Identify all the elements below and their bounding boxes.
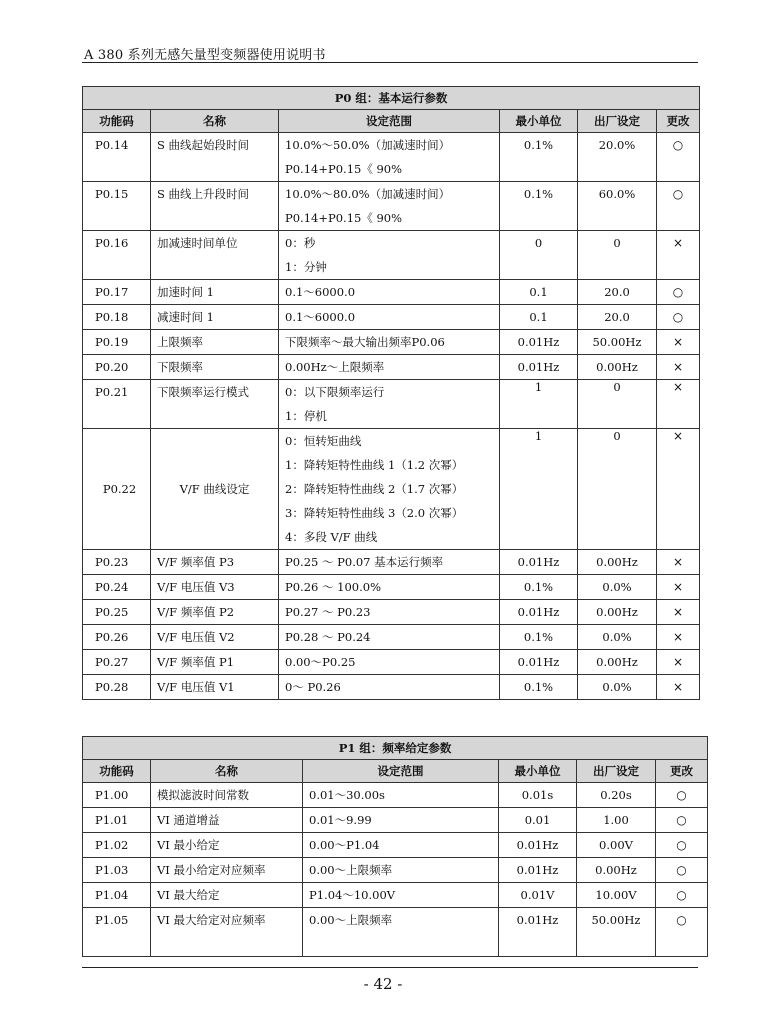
column-header-change: 更改 bbox=[656, 760, 708, 783]
table-row bbox=[83, 355, 700, 380]
table-row bbox=[83, 575, 700, 600]
column-header-name: 名称 bbox=[151, 110, 279, 133]
cell-change-mark: ○ bbox=[657, 182, 700, 231]
cell-change-mark: × bbox=[657, 355, 700, 380]
cell-default: 20.0% bbox=[578, 133, 657, 182]
table-row bbox=[83, 330, 700, 355]
cell-default: 0.00Hz bbox=[577, 858, 656, 883]
range-line: P0.14+P0.15《 90% bbox=[285, 211, 403, 225]
cell-name: V/F 电压值 V1 bbox=[151, 675, 279, 700]
cell-name: VI 通道增益 bbox=[151, 808, 303, 833]
cell-range bbox=[279, 675, 500, 700]
cell-change-mark: × bbox=[657, 550, 700, 575]
cell-name: VI 最小给定对应频率 bbox=[151, 858, 303, 883]
column-header-code: 功能码 bbox=[83, 760, 151, 783]
cell-change-mark: ○ bbox=[657, 280, 700, 305]
cell-name: VI 最小给定 bbox=[151, 833, 303, 858]
cell-default: 0.0% bbox=[578, 675, 657, 700]
range-line: 0：恒转矩曲线 bbox=[285, 434, 362, 448]
range-line: 0.00～上限频率 bbox=[309, 863, 393, 877]
cell-range bbox=[279, 280, 500, 305]
cell-range bbox=[279, 305, 500, 330]
column-header-name: 名称 bbox=[151, 760, 303, 783]
column-header-unit: 最小单位 bbox=[500, 110, 578, 133]
table-row bbox=[83, 600, 700, 625]
cell-name: V/F 频率值 P3 bbox=[151, 550, 279, 575]
table-row bbox=[83, 650, 700, 675]
cell-unit: 0.01Hz bbox=[499, 833, 577, 858]
cell-code: P0.19 bbox=[83, 330, 151, 355]
cell-unit: 1 bbox=[500, 380, 578, 429]
page-number: - 42 - bbox=[363, 975, 403, 993]
table-row bbox=[83, 182, 700, 231]
cell-range bbox=[279, 625, 500, 650]
cell-unit: 0.1 bbox=[500, 280, 578, 305]
cell-range bbox=[279, 355, 500, 380]
table-row bbox=[83, 783, 708, 808]
cell-unit: 0.1% bbox=[500, 675, 578, 700]
cell-range bbox=[279, 600, 500, 625]
cell-code: P0.26 bbox=[83, 625, 151, 650]
range-line: 下限频率～最大输出频率P0.06 bbox=[285, 335, 445, 349]
cell-code: P0.24 bbox=[83, 575, 151, 600]
cell-name: S 曲线起始段时间 bbox=[151, 133, 279, 182]
cell-default: 0 bbox=[578, 429, 657, 550]
range-line: 1：降转矩特性曲线 1（1.2 次幂） bbox=[285, 458, 464, 472]
range-line: 0.01～9.99 bbox=[309, 813, 372, 827]
cell-unit: 0.01V bbox=[499, 883, 577, 908]
cell-code: P1.02 bbox=[83, 833, 151, 858]
cell-name: V/F 电压值 V2 bbox=[151, 625, 279, 650]
table-row bbox=[83, 808, 708, 833]
cell-range bbox=[279, 330, 500, 355]
range-line: 0.00～上限频率 bbox=[309, 913, 393, 927]
cell-change-mark: ○ bbox=[657, 305, 700, 330]
range-line: 1：分钟 bbox=[285, 260, 327, 274]
cell-change-mark: ○ bbox=[656, 908, 708, 957]
cell-code: P1.04 bbox=[83, 883, 151, 908]
cell-code: P1.05 bbox=[83, 908, 151, 957]
cell-unit: 0.01Hz bbox=[499, 858, 577, 883]
cell-unit: 0.1% bbox=[500, 133, 578, 182]
table-row bbox=[83, 133, 700, 182]
column-header-change: 更改 bbox=[657, 110, 700, 133]
cell-code: P0.25 bbox=[83, 600, 151, 625]
cell-range bbox=[279, 650, 500, 675]
cell-range bbox=[279, 550, 500, 575]
range-line: 10.0%～80.0%（加减速时间） bbox=[285, 187, 451, 201]
cell-code: P1.00 bbox=[83, 783, 151, 808]
cell-name: 加速时间 1 bbox=[151, 280, 279, 305]
cell-unit: 0 bbox=[500, 231, 578, 280]
range-line: 0.01～30.00s bbox=[309, 788, 385, 802]
cell-unit: 0.01Hz bbox=[500, 550, 578, 575]
cell-default: 0 bbox=[578, 380, 657, 429]
cell-change-mark: ○ bbox=[656, 883, 708, 908]
cell-code: P1.01 bbox=[83, 808, 151, 833]
cell-code: P0.28 bbox=[83, 675, 151, 700]
column-header-unit: 最小单位 bbox=[499, 760, 577, 783]
table-group-title: P0 组：基本运行参数 bbox=[83, 87, 700, 110]
range-line: 0：以下限频率运行 bbox=[285, 385, 385, 399]
range-line: 0.1～6000.0 bbox=[285, 285, 356, 299]
cell-change-mark: × bbox=[657, 330, 700, 355]
range-line: 3：降转矩特性曲线 3（2.0 次幂） bbox=[285, 506, 464, 520]
table-row bbox=[83, 675, 700, 700]
cell-code: P0.27 bbox=[83, 650, 151, 675]
cell-name: 模拟滤波时间常数 bbox=[151, 783, 303, 808]
cell-code: P0.21 bbox=[83, 380, 151, 429]
cell-unit: 0.01Hz bbox=[499, 908, 577, 957]
cell-default: 0.00Hz bbox=[578, 550, 657, 575]
cell-default: 0 bbox=[578, 231, 657, 280]
cell-name: 减速时间 1 bbox=[151, 305, 279, 330]
cell-default: 0.00Hz bbox=[578, 650, 657, 675]
cell-change-mark: × bbox=[657, 600, 700, 625]
table-row bbox=[83, 625, 700, 650]
range-line: 1：停机 bbox=[285, 409, 327, 423]
cell-name: V/F 电压值 V3 bbox=[151, 575, 279, 600]
cell-name: 下限频率 bbox=[151, 355, 279, 380]
cell-name: V/F 频率值 P1 bbox=[151, 650, 279, 675]
cell-default: 60.0% bbox=[578, 182, 657, 231]
cell-default: 0.20s bbox=[577, 783, 656, 808]
range-line: 0.00～P1.04 bbox=[309, 838, 380, 852]
cell-range bbox=[279, 182, 500, 231]
cell-name: V/F 曲线设定 bbox=[151, 429, 279, 550]
range-line: P0.25 ～ P0.07 基本运行频率 bbox=[285, 555, 444, 569]
table-row bbox=[83, 908, 708, 957]
cell-change-mark: ○ bbox=[656, 808, 708, 833]
range-line: 0.00～P0.25 bbox=[285, 655, 356, 669]
cell-name: 下限频率运行模式 bbox=[151, 380, 279, 429]
table-row bbox=[83, 231, 700, 280]
cell-unit: 0.01Hz bbox=[500, 330, 578, 355]
cell-change-mark: × bbox=[657, 575, 700, 600]
cell-range bbox=[279, 231, 500, 280]
column-header-code: 功能码 bbox=[83, 110, 151, 133]
column-header-default: 出厂设定 bbox=[578, 110, 657, 133]
table-row bbox=[83, 858, 708, 883]
cell-range bbox=[303, 883, 499, 908]
cell-unit: 0.1 bbox=[500, 305, 578, 330]
table-row bbox=[83, 550, 700, 575]
cell-unit: 0.01 bbox=[499, 808, 577, 833]
cell-default: 0.00V bbox=[577, 833, 656, 858]
cell-range bbox=[303, 908, 499, 957]
cell-code: P0.18 bbox=[83, 305, 151, 330]
cell-name: S 曲线上升段时间 bbox=[151, 182, 279, 231]
range-line: P0.27 ～ P0.23 bbox=[285, 605, 371, 619]
range-line: 0：秒 bbox=[285, 236, 316, 250]
cell-range bbox=[303, 808, 499, 833]
cell-code: P0.23 bbox=[83, 550, 151, 575]
cell-unit: 0.1% bbox=[500, 182, 578, 231]
cell-change-mark: × bbox=[657, 429, 700, 550]
range-line: P0.26 ～ 100.0% bbox=[285, 580, 382, 594]
table-row bbox=[83, 833, 708, 858]
column-header-range: 设定范围 bbox=[303, 760, 499, 783]
cell-range bbox=[303, 833, 499, 858]
cell-default: 0.0% bbox=[578, 625, 657, 650]
cell-name: 加减速时间单位 bbox=[151, 231, 279, 280]
range-line: 2：降转矩特性曲线 2（1.7 次幂） bbox=[285, 482, 464, 496]
cell-range bbox=[303, 783, 499, 808]
cell-change-mark: × bbox=[657, 380, 700, 429]
cell-name: VI 最大给定 bbox=[151, 883, 303, 908]
cell-range bbox=[279, 133, 500, 182]
cell-change-mark: × bbox=[657, 231, 700, 280]
cell-name: V/F 频率值 P2 bbox=[151, 600, 279, 625]
parameter-table-p1 bbox=[82, 736, 708, 957]
range-line: P0.28 ～ P0.24 bbox=[285, 630, 371, 644]
table-row bbox=[83, 305, 700, 330]
table-group-title: P1 组：频率给定参数 bbox=[83, 737, 708, 760]
table-row bbox=[83, 883, 708, 908]
cell-default: 0.00Hz bbox=[578, 600, 657, 625]
table-row bbox=[83, 380, 700, 429]
cell-change-mark: × bbox=[657, 650, 700, 675]
cell-unit: 0.01Hz bbox=[500, 650, 578, 675]
cell-default: 20.0 bbox=[578, 280, 657, 305]
cell-code: P0.17 bbox=[83, 280, 151, 305]
cell-change-mark: ○ bbox=[656, 833, 708, 858]
range-line: 10.0%～50.0%（加减速时间） bbox=[285, 138, 451, 152]
cell-unit: 0.1% bbox=[500, 575, 578, 600]
parameter-table-p0 bbox=[82, 86, 700, 700]
table-row bbox=[83, 429, 700, 550]
cell-change-mark: × bbox=[657, 625, 700, 650]
cell-range bbox=[303, 858, 499, 883]
table-body bbox=[83, 783, 708, 957]
cell-default: 0.0% bbox=[578, 575, 657, 600]
cell-default: 50.00Hz bbox=[578, 330, 657, 355]
table-body bbox=[83, 133, 700, 700]
cell-range bbox=[279, 429, 500, 550]
cell-name: VI 最大给定对应频率 bbox=[151, 908, 303, 957]
cell-default: 20.0 bbox=[578, 305, 657, 330]
cell-unit: 0.1% bbox=[500, 625, 578, 650]
cell-change-mark: ○ bbox=[656, 783, 708, 808]
cell-unit: 0.01Hz bbox=[500, 600, 578, 625]
cell-default: 0.00Hz bbox=[578, 355, 657, 380]
document-title: A 380 系列无感矢量型变频器使用说明书 bbox=[84, 48, 326, 63]
cell-unit: 1 bbox=[500, 429, 578, 550]
column-header-default: 出厂设定 bbox=[577, 760, 656, 783]
cell-unit: 0.01s bbox=[499, 783, 577, 808]
cell-range bbox=[279, 380, 500, 429]
cell-code: P1.03 bbox=[83, 858, 151, 883]
footer-rule bbox=[82, 967, 698, 968]
cell-default: 50.00Hz bbox=[577, 908, 656, 957]
cell-code: P0.20 bbox=[83, 355, 151, 380]
cell-code: P0.22 bbox=[83, 429, 151, 550]
range-line: P0.14+P0.15《 90% bbox=[285, 162, 403, 176]
column-header-range: 设定范围 bbox=[279, 110, 500, 133]
range-line: 0.1～6000.0 bbox=[285, 310, 356, 324]
range-line: 0～ P0.26 bbox=[285, 680, 341, 694]
cell-default: 10.00V bbox=[577, 883, 656, 908]
range-line: 0.00Hz～上限频率 bbox=[285, 360, 385, 374]
table-row bbox=[83, 280, 700, 305]
cell-code: P0.16 bbox=[83, 231, 151, 280]
cell-unit: 0.01Hz bbox=[500, 355, 578, 380]
cell-name: 上限频率 bbox=[151, 330, 279, 355]
cell-default: 1.00 bbox=[577, 808, 656, 833]
cell-code: P0.14 bbox=[83, 133, 151, 182]
cell-change-mark: × bbox=[657, 675, 700, 700]
cell-change-mark: ○ bbox=[656, 858, 708, 883]
cell-range bbox=[279, 575, 500, 600]
range-line: 4：多段 V/F 曲线 bbox=[285, 530, 378, 544]
cell-code: P0.15 bbox=[83, 182, 151, 231]
cell-change-mark: ○ bbox=[657, 133, 700, 182]
header-rule bbox=[82, 62, 698, 63]
range-line: P1.04～10.00V bbox=[309, 888, 396, 902]
